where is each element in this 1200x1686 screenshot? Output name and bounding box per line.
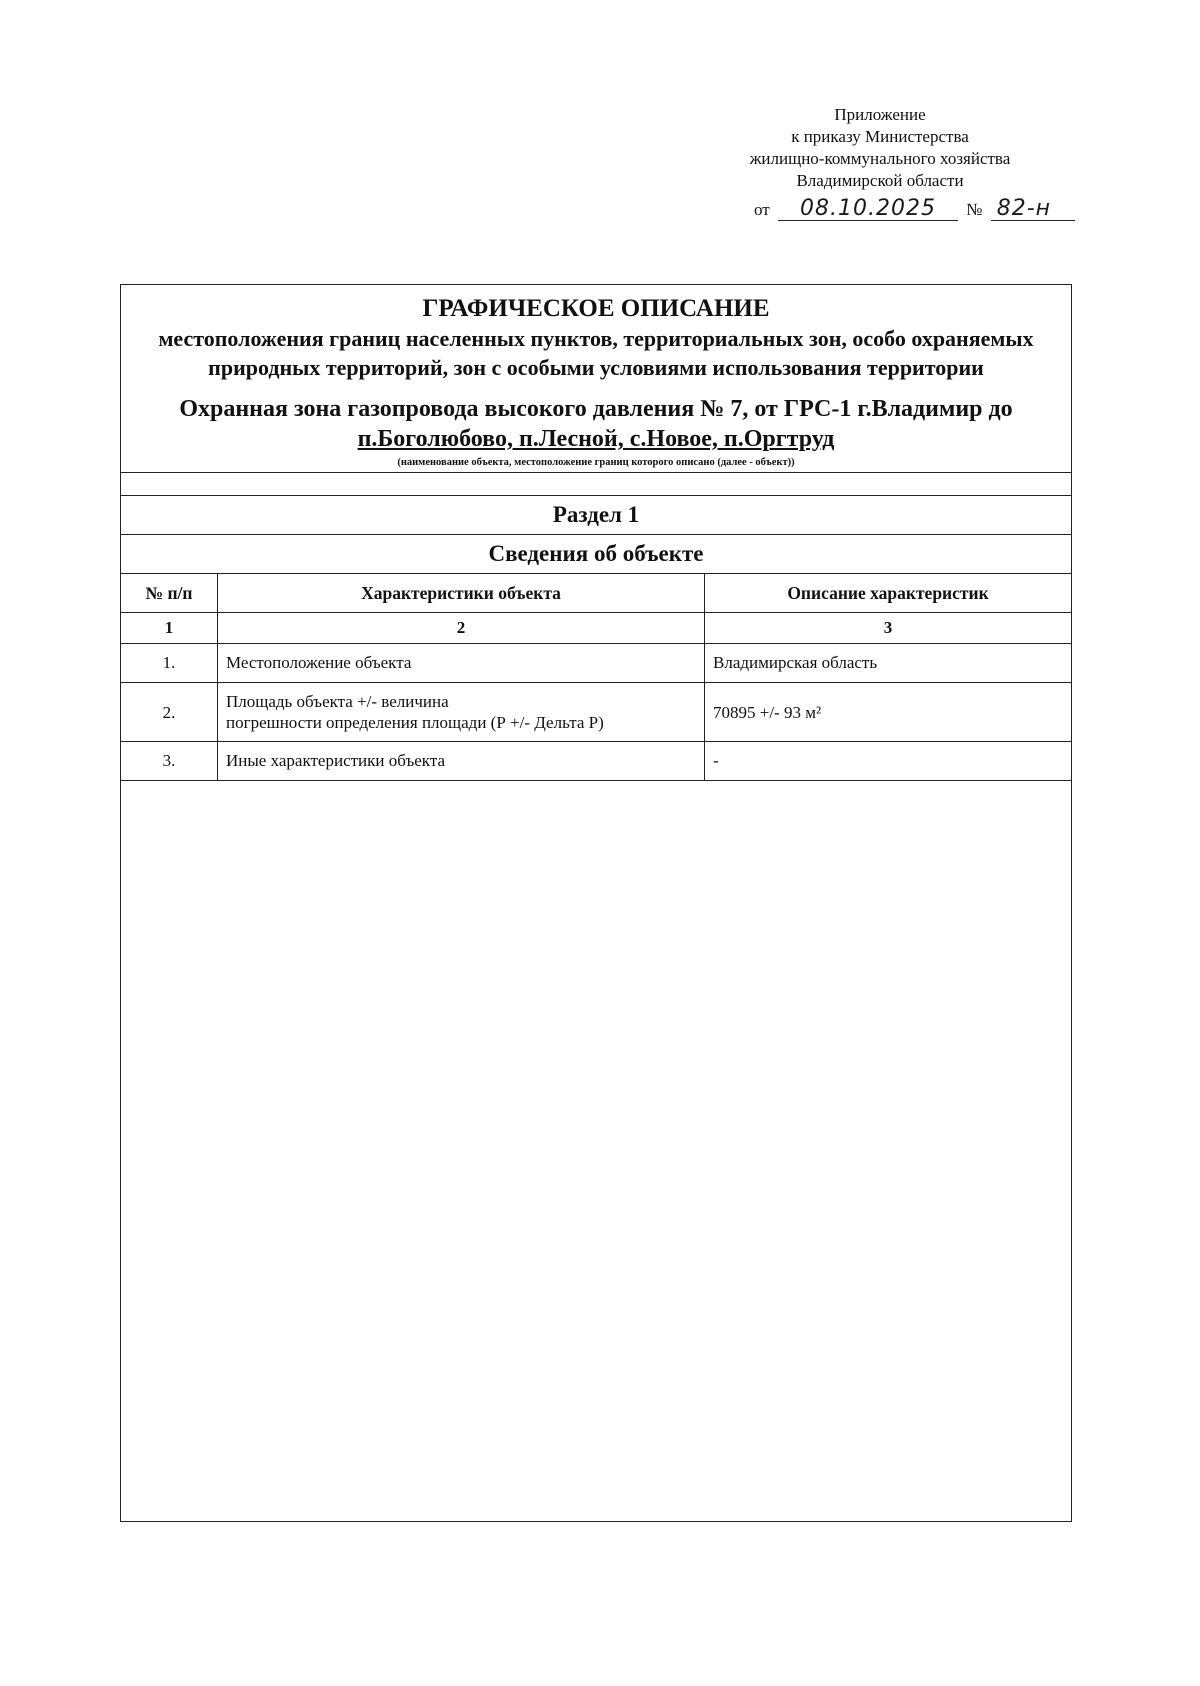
header-cell-number: № п/п	[121, 574, 218, 613]
table-row	[121, 644, 1071, 683]
row-characteristic-line: погрешности определения площади (Р +/- Дельта Р)	[226, 713, 604, 732]
row-number: 1.	[121, 644, 218, 683]
row-number: 3.	[121, 742, 218, 781]
object-name	[121, 394, 1071, 454]
object-name-line: Охранная зона газопровода высокого давления № 7, от ГРС-1 г.Владимир до	[179, 396, 1013, 422]
handwritten-date: 08.10.2025	[778, 198, 958, 221]
header-cell-description: Описание характеристик	[705, 574, 1072, 613]
appendix-line: к приказу Министерства	[791, 127, 969, 146]
object-note: (наименование объекта, местоположение границ которого описано (далее - объект))	[397, 457, 795, 468]
handwritten-number: 82-н	[991, 198, 1075, 221]
object-name-underlined: п.Боголюбово, п.Лесной, с.Новое, п.Оргтруд	[357, 426, 835, 452]
document-frame	[120, 284, 1072, 1522]
row-characteristic-line: Площадь объекта +/- величина	[226, 692, 449, 711]
document-subtitle: местоположения границ населенных пунктов, территориальных зон, особо охраняемых природных территорий, зон с особыми условиями использования территории	[158, 326, 1034, 380]
table-row	[121, 683, 1071, 742]
order-date-number	[754, 198, 1075, 221]
spacer-row	[121, 472, 1071, 495]
document-title: ГРАФИЧЕСКОЕ ОПИСАНИЕ	[422, 295, 770, 322]
appendix-line: жилищно-коммунального хозяйства	[749, 149, 1011, 168]
row-number: 2.	[121, 683, 218, 742]
appendix-line: Владимирской области	[796, 171, 964, 190]
column-number: 1	[121, 613, 218, 644]
row-description: 70895 +/- 93 м²	[705, 683, 1072, 742]
row-description: -	[705, 742, 1072, 781]
column-number-row	[121, 613, 1071, 644]
date-prefix: от	[754, 200, 770, 219]
header-cell-characteristic: Характеристики объекта	[218, 574, 705, 613]
row-description: Владимирская область	[705, 644, 1072, 683]
object-properties-table	[121, 573, 1071, 781]
section-subtitle: Сведения об объекте	[121, 534, 1071, 573]
column-number: 2	[218, 613, 705, 644]
appendix-line: Приложение	[834, 105, 926, 124]
heading-block	[121, 285, 1071, 470]
object-name-line	[135, 424, 1057, 454]
section-title: Раздел 1	[121, 495, 1071, 534]
row-characteristic	[218, 683, 705, 742]
appendix-block	[700, 104, 1060, 192]
row-characteristic: Иные характеристики объекта	[218, 742, 705, 781]
number-sign: №	[966, 200, 983, 219]
table-header-row	[121, 574, 1071, 613]
column-number: 3	[705, 613, 1072, 644]
row-characteristic: Местоположение объекта	[218, 644, 705, 683]
table-row	[121, 742, 1071, 781]
